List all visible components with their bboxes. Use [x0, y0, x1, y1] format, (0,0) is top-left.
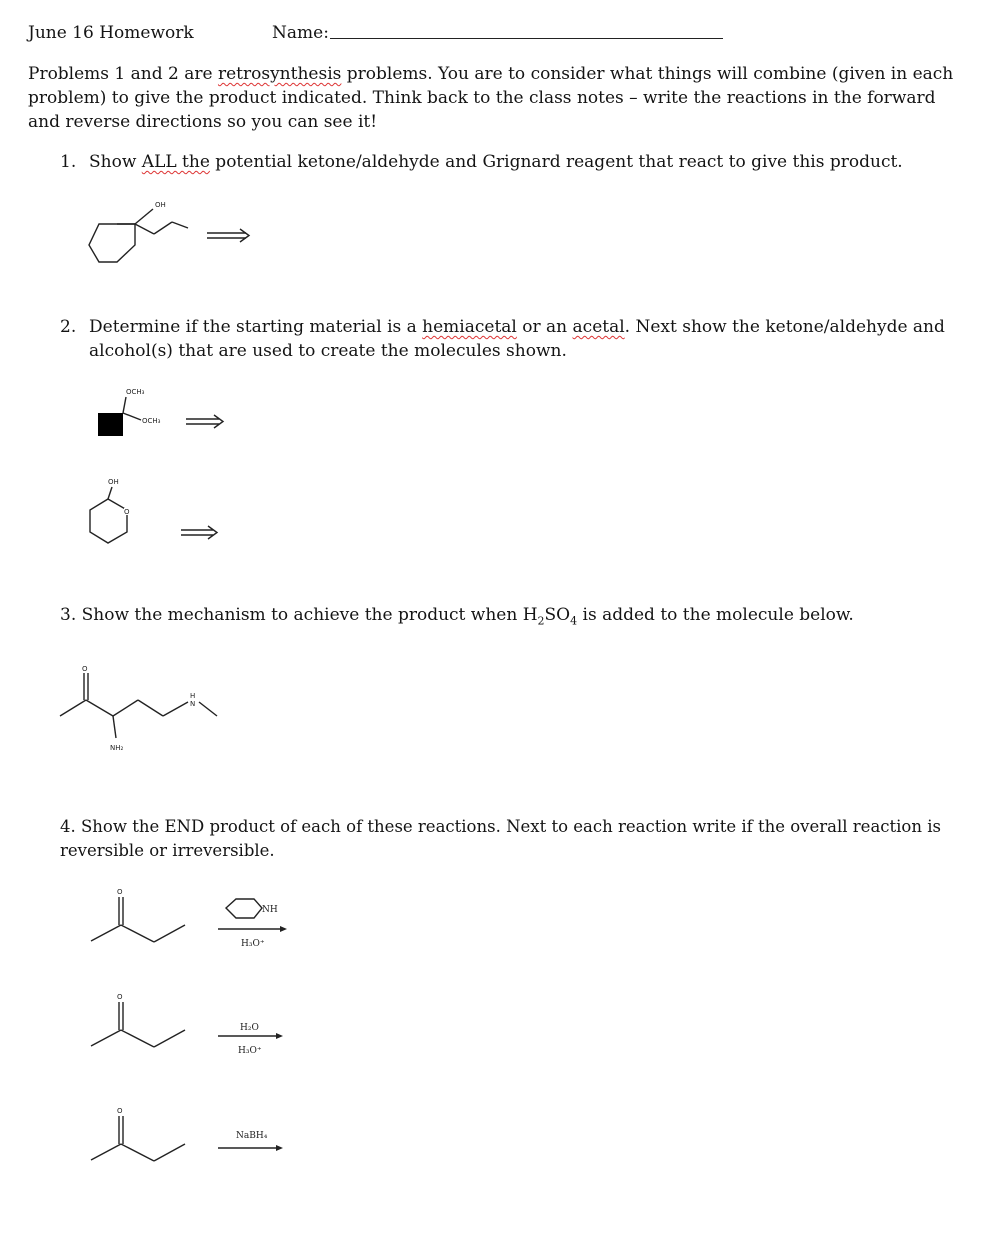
intro-line-1: Problems 1 and 2 are retrosynthesis problems. You are to consider what things will combine (given in each	[28, 64, 954, 84]
q4-r2-ketone	[91, 993, 185, 1047]
q2-text-line-2: alcohol(s) that are used to create the molecules shown.	[89, 341, 567, 361]
q4-r2-o-label: O	[117, 993, 123, 1001]
intro-underlined-term: retrosynthesis	[217, 64, 342, 84]
homework-title: June 16 Homework	[28, 23, 194, 43]
q1-oh-label: OH	[155, 201, 166, 209]
q3-molecule	[60, 665, 217, 752]
q2-text-line-1: Determine if the starting material is a hemiacetal or an acetal. Next show the ketone/aldehyde and	[89, 317, 945, 337]
q4-r1-reagent-top: NH	[262, 905, 278, 915]
q2b-oh-label: OH	[108, 478, 119, 486]
q4-r1-ketone	[91, 888, 185, 942]
q1-number: 1.	[60, 152, 77, 172]
q4-r1-reagent-bottom: H₃O⁺	[241, 939, 265, 949]
q2b-molecule	[90, 478, 131, 543]
name-label: Name:	[272, 23, 329, 43]
q1-underlined: ALL the	[141, 152, 210, 172]
q2-underlined-acetal: acetal	[572, 317, 625, 337]
q2b-o-label: O	[124, 508, 130, 516]
q2-underlined-hemiacetal: hemiacetal	[422, 317, 517, 337]
q4-r1-o-label: O	[117, 888, 123, 896]
q3-o-label: O	[82, 665, 88, 673]
q2a-retro-arrow	[186, 415, 223, 428]
intro-line-2: problem) to give the product indicated. Think back to the class notes – write the reactions in the forward	[28, 88, 936, 108]
intro-line-3: and reverse directions so you can see it!	[28, 112, 378, 132]
q4-r3-o-label: O	[117, 1107, 123, 1115]
q2a-och3-top: OCH₃	[126, 388, 145, 396]
q4-r3-reagent-top: NaBH₄	[236, 1131, 268, 1141]
q3-text: 3. Show the mechanism to achieve the product when $H_2SO_4$ is added to the molecule below.	[60, 605, 854, 628]
q1-retro-arrow	[207, 229, 249, 242]
q4-r2-reagent-bottom: H₃O⁺	[238, 1046, 262, 1056]
q2-number: 2.	[60, 317, 77, 337]
q2a-molecule	[98, 388, 161, 436]
q4-r1-reagent	[218, 899, 287, 949]
q3-nh2-label: NH₂	[110, 744, 124, 752]
q4-r3-reagent	[218, 1131, 283, 1151]
q3-h-label: H	[190, 692, 196, 700]
q2a-och3-right: OCH₃	[142, 417, 161, 425]
q4-text-line-2: reversible or irreversible.	[60, 841, 275, 860]
q2b-retro-arrow	[181, 526, 217, 539]
q3-n-label: N	[190, 700, 196, 708]
q4-r2-reagent	[218, 1023, 283, 1056]
q4-r2-reagent-top: H₂O	[240, 1023, 259, 1033]
q1-molecule	[89, 201, 188, 262]
q1-text: Show ALL the potential ketone/aldehyde and Grignard reagent that react to give this product.	[89, 152, 903, 172]
q4-text-line-1: 4. Show the END product of each of these reactions. Next to each reaction write if the overall reaction is	[60, 817, 941, 836]
q4-r3-ketone	[91, 1107, 185, 1161]
